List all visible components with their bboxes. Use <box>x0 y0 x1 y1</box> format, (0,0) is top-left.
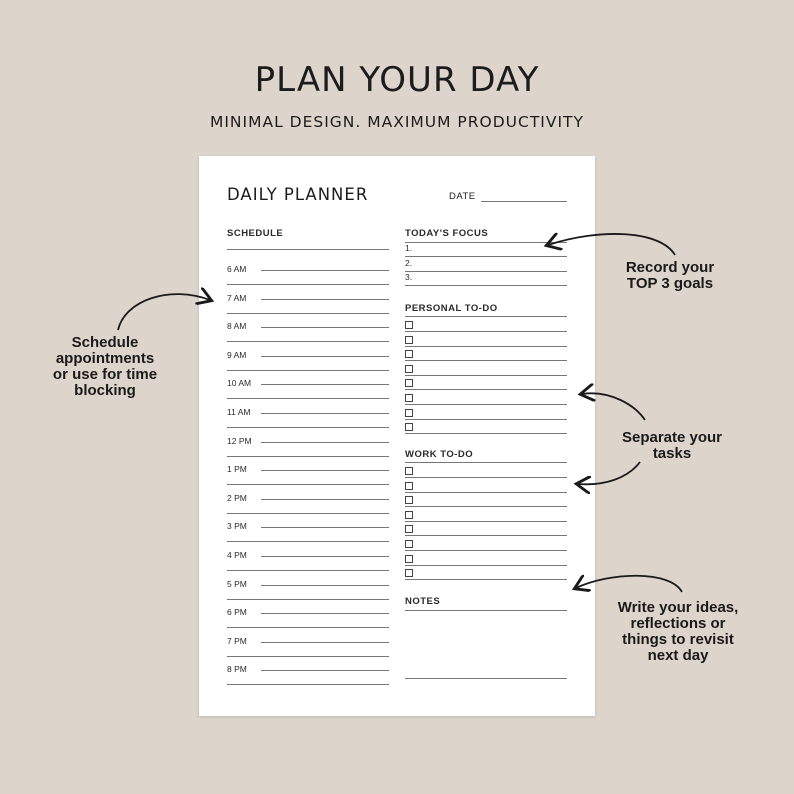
checkbox <box>405 496 413 504</box>
date-label: DATE <box>449 191 476 202</box>
focus-header-line <box>405 242 567 243</box>
todo-line <box>405 492 567 493</box>
planner-title: DAILY PLANNER <box>227 185 369 204</box>
todo-line <box>405 565 567 566</box>
time-slot-label: 6 AM <box>227 264 247 274</box>
todo-line <box>405 521 567 522</box>
checkbox <box>405 336 413 344</box>
time-slot-divider <box>227 284 389 285</box>
todo-line <box>405 579 567 580</box>
callout-line: next day <box>647 647 709 664</box>
time-slot-divider <box>227 484 389 485</box>
checkbox <box>405 409 413 417</box>
todo-line <box>405 346 567 347</box>
checkbox <box>405 555 413 563</box>
focus-item-number: 3. <box>405 272 413 282</box>
focus-item-number: 2. <box>405 257 413 268</box>
time-slot-divider <box>227 656 389 657</box>
notes-label: NOTES <box>405 596 441 607</box>
time-slot-label: 10 AM <box>227 378 252 389</box>
todo-line <box>405 419 567 420</box>
todo-line <box>405 433 567 434</box>
time-slot-label: 7 PM <box>227 635 247 646</box>
callout-line: things to revisit <box>622 631 734 648</box>
time-slot-line <box>261 356 389 357</box>
focus-label: TODAY'S FOCUS <box>405 228 489 239</box>
todo-line <box>405 477 567 478</box>
time-slot-line <box>261 556 389 557</box>
callout-tasks <box>602 430 742 462</box>
time-slot-divider <box>227 313 389 314</box>
checkbox <box>405 350 413 358</box>
checkbox <box>405 540 413 548</box>
time-slot-divider <box>227 627 389 628</box>
schedule-label: SCHEDULE <box>227 228 284 239</box>
time-slot-label: 12 PM <box>227 435 252 446</box>
personal-todo-label: PERSONAL TO-DO <box>405 303 498 314</box>
notes-bottom-line <box>405 678 567 679</box>
time-slot-divider <box>227 570 389 571</box>
time-slot-line <box>261 613 389 614</box>
callout-line: tasks <box>652 445 692 462</box>
callout-line: appointments <box>55 350 155 367</box>
time-slot-line <box>261 585 389 586</box>
time-slot-line <box>261 384 389 385</box>
time-slot-label: 1 PM <box>227 464 247 475</box>
callout-goals <box>600 260 740 292</box>
time-slot-divider <box>227 541 389 542</box>
callout-line: blocking <box>74 382 136 399</box>
time-slot-line <box>261 413 389 414</box>
checkbox <box>405 467 413 475</box>
todo-line <box>405 550 567 551</box>
todo-line <box>405 404 567 405</box>
time-slot-line <box>261 299 389 300</box>
time-slot-line <box>261 670 389 671</box>
time-slot-label: 2 PM <box>227 492 247 503</box>
checkbox <box>405 365 413 373</box>
checkbox <box>405 511 413 519</box>
callout-line: Separate your <box>621 429 723 446</box>
personal-header-line <box>405 316 567 317</box>
page-subheadline: MINIMAL DESIGN. MAXIMUM PRODUCTIVITY <box>209 113 584 131</box>
checkbox <box>405 379 413 387</box>
checkbox <box>405 525 413 533</box>
notes-header-line <box>405 610 567 611</box>
time-slot-divider <box>227 370 389 371</box>
planner-sheet <box>199 156 595 716</box>
todo-line <box>405 389 567 390</box>
focus-item-line <box>405 256 567 257</box>
callout-line: Write your ideas, <box>617 599 739 616</box>
callout-notes <box>603 600 753 664</box>
time-slot-line <box>261 499 389 500</box>
time-slot-label: 3 PM <box>227 521 247 532</box>
callout-line: TOP 3 goals <box>626 275 714 292</box>
time-slot-label: 8 PM <box>227 664 247 675</box>
time-slot-label: 8 AM <box>227 321 247 332</box>
focus-item-line <box>405 271 567 272</box>
focus-item-line <box>405 285 567 286</box>
time-slot-label: 9 AM <box>227 349 247 360</box>
time-slot-label: 5 PM <box>227 578 247 589</box>
time-slot-line <box>261 527 389 528</box>
callout-line: Schedule <box>71 334 139 351</box>
time-slot-divider <box>227 398 389 399</box>
time-slot-divider <box>227 427 389 428</box>
checkbox <box>405 423 413 431</box>
todo-line <box>405 506 567 507</box>
callout-schedule <box>30 335 180 399</box>
todo-line <box>405 375 567 376</box>
time-slot-label: 7 AM <box>227 292 247 303</box>
time-slot-divider <box>227 341 389 342</box>
todo-line <box>405 535 567 536</box>
time-slot-label: 11 AM <box>227 407 251 417</box>
time-slot-divider <box>227 684 389 685</box>
time-slot-divider <box>227 599 389 600</box>
time-slot-line <box>261 642 389 643</box>
page-headline: PLAN YOUR DAY <box>254 60 540 100</box>
arrow-schedule-icon <box>118 294 210 330</box>
work-todo-label: WORK TO-DO <box>405 449 474 460</box>
time-slot-line <box>261 470 389 471</box>
time-slot-line <box>261 327 389 328</box>
time-slot-label: 4 PM <box>227 550 247 560</box>
checkbox <box>405 569 413 577</box>
schedule-header-line <box>227 249 389 250</box>
time-slot-divider <box>227 456 389 457</box>
time-slot-line <box>261 442 389 443</box>
date-line <box>481 201 567 202</box>
time-slot-label: 6 PM <box>227 607 247 618</box>
callout-line: reflections or <box>630 615 726 632</box>
focus-item-number: 1. <box>405 243 413 253</box>
callout-line: or use for time <box>52 366 158 383</box>
todo-line <box>405 360 567 361</box>
time-slot-line <box>261 270 389 271</box>
checkbox <box>405 482 413 490</box>
time-slot-divider <box>227 513 389 514</box>
checkbox <box>405 321 413 329</box>
work-header-line <box>405 462 567 463</box>
todo-line <box>405 331 567 332</box>
checkbox <box>405 394 413 402</box>
callout-line: Record your <box>625 259 715 276</box>
